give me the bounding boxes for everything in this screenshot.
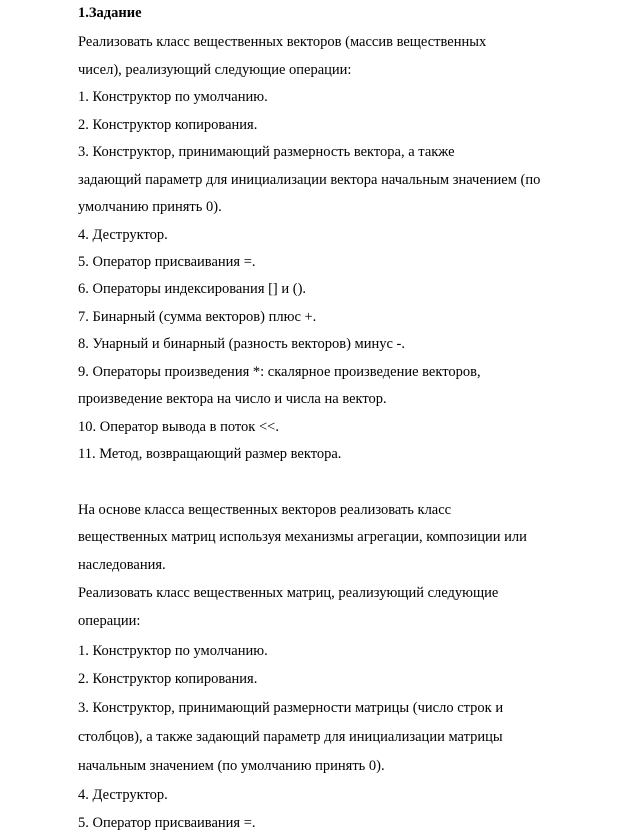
vector-list-item: 8. Унарный и бинарный (разность векторов) минус -. [78,336,406,352]
document-title: 1.Задание [78,5,142,21]
matrix-intro-line-1: Реализовать класс вещественных матриц, реализующий следующие [78,585,499,601]
vector-list-item: 10. Оператор вывода в поток <<. [78,419,279,435]
matrix-list-item: 1. Конструктор по умолчанию. [78,643,268,659]
vector-list-item: умолчанию принять 0). [78,199,222,215]
matrix-list-item: 3. Конструктор, принимающий размерности матрицы (число строк и [78,700,504,716]
vector-list-item: 1. Конструктор по умолчанию. [78,89,268,105]
matrix-list-item: столбцов), а также задающий параметр для инициализации матрицы [78,729,503,745]
matrix-list-item: 4. Деструктор. [78,787,168,803]
vector-list-item: задающий параметр для инициализации вектора начальным значением (по [78,172,541,188]
vector-intro-line-2: чисел), реализующий следующие операции: [78,62,352,78]
matrix-list-item: 5. Оператор присваивания =. [78,815,256,831]
matrix-paragraph-line-2: вещественных матриц используя механизмы агрегации, композиции или [78,529,527,545]
vector-list-item: 2. Конструктор копирования. [78,117,258,133]
vector-list-item: 9. Операторы произведения *: скалярное произведение векторов, [78,364,481,380]
matrix-list-item: 2. Конструктор копирования. [78,671,258,687]
vector-list-item: 4. Деструктор. [78,227,168,243]
vector-list-item: 11. Метод, возвращающий размер вектора. [78,446,342,462]
vector-intro-line-1: Реализовать класс вещественных векторов (массив вещественных [78,34,487,50]
matrix-paragraph-line-1: На основе класса вещественных векторов реализовать класс [78,502,452,518]
vector-list-item: 3. Конструктор, принимающий размерность вектора, а также [78,144,455,160]
vector-list-item: произведение вектора на число и числа на вектор. [78,391,387,407]
matrix-list-item: начальным значением (по умолчанию принять 0). [78,758,385,774]
vector-list-item: 5. Оператор присваивания =. [78,254,256,270]
vector-list-item: 7. Бинарный (сумма векторов) плюс +. [78,309,317,325]
matrix-intro-line-2: операции: [78,613,141,629]
vector-list-item: 6. Операторы индексирования [] и (). [78,281,307,297]
matrix-paragraph-line-3: наследования. [78,557,166,573]
